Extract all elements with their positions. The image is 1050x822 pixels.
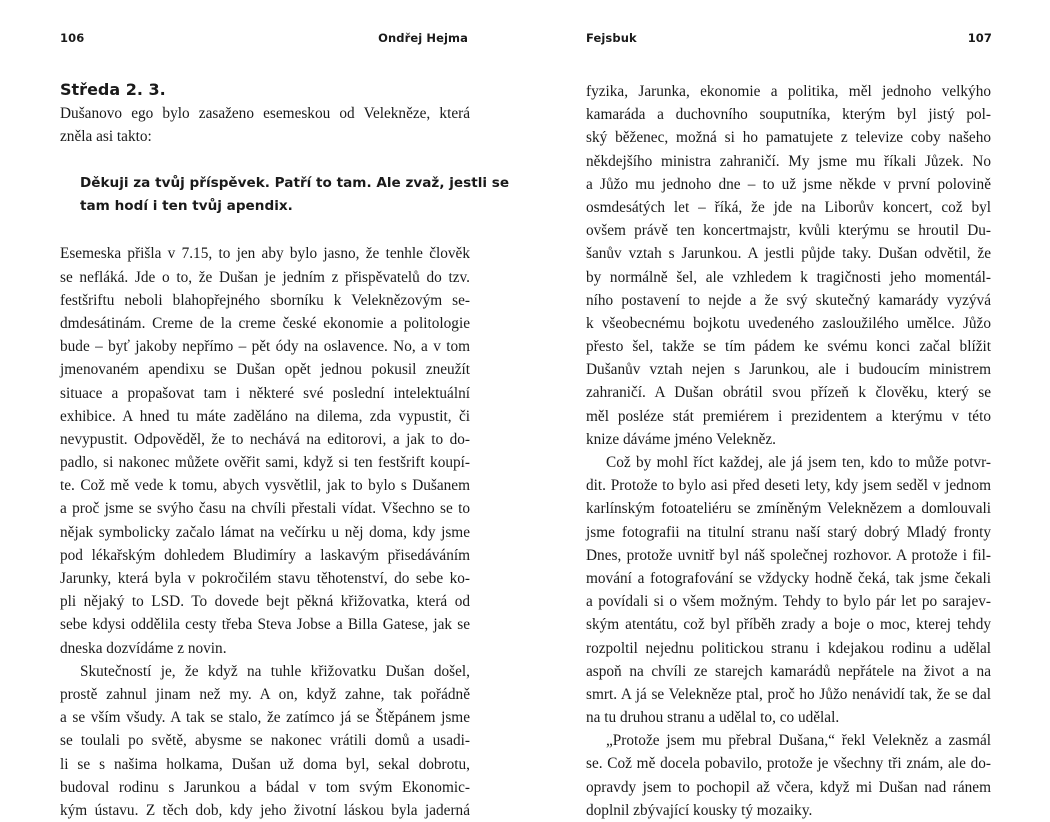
text-line: prostě zahnul jinam než my. A on, když zahne, tak pořádně [60, 685, 470, 703]
text-line: zněla asi takto: [60, 128, 152, 146]
text-line: kým ústavu. Z těch dob, kdy jeho životní láskou byla jaderná [60, 801, 470, 819]
text-line: by normálně šel, ale vzhledem k tragičnosti jeho momentál- [586, 268, 991, 286]
text-line: a se vším všudy. A tak se stalo, že zatímco já se Štěpánem jsme [60, 709, 470, 727]
paragraph [586, 80, 991, 451]
text-line: budoval rodinu s Jarunkou a bádal v tom svým Ekonomic- [60, 778, 470, 796]
text-line: nějak symbolicky začalo lámat na večírku u něj doma, kdy jsme [60, 523, 470, 541]
text-line: a Jůžo mu jednoho dne – to už jsme někde v první polovině [586, 175, 991, 193]
text-line: se toulali po světě, abysme se nakonec vrátili domů a usadi- [60, 732, 470, 750]
paragraph [60, 660, 470, 822]
text-line: exhibice. A hned tu máte zaděláno na dilema, zda vypustit, či [60, 407, 470, 425]
text-line: doplnil zbývající kousky tý mozaiky. [586, 801, 813, 819]
text-line: aspoň na chvíli ze starejch kamarádů nepřátele na život a na [586, 662, 991, 680]
left-running-title: Ondřej Hejma [378, 31, 468, 45]
text-line: k všeobecnému bojkotu uvedeného zasloužilého umělce. Jůžo [586, 314, 991, 332]
text-line: rozpoltil nejednu politickou stranu i kdejakou rodinu a udělal [586, 639, 991, 657]
text-line: Jarunky, která byla v pokročilém stavu těhotenství, do sebe ko- [60, 570, 470, 587]
text-line: bude – byť jakoby nepřímo – pět ódy na oslavence. No, a v tom [60, 338, 470, 356]
right-body-text [586, 80, 991, 822]
text-line: li se s našima holkama, Dušan už doma byl, sekal dobrotu, [60, 755, 470, 773]
text-line: nevypustit. Odpověděl, že to nechává na editorovi, a jak to do- [60, 430, 470, 448]
text-line: a proč jsme se svýho času na chvíli přestali vídat. Všechno se to [60, 500, 470, 518]
text-line: jsme fotografii na titulní stranu naší starý dobrý Mladý fronty [586, 523, 991, 541]
text-line: jmenovaném apendixu se Dušan opět jednou pokusil zneužít [60, 361, 470, 379]
text-line: na tu druhou stranu a udělal to, co udělal. [586, 709, 840, 727]
text-line: padlo, si nakonec můžete ověřit sami, když si ten festšrift koupí- [60, 454, 470, 472]
text-line: zahraničí. A Dušan obrátil svou přízeň k člověku, který se [586, 384, 991, 402]
text-line: dmdesátinám. Creme de la creme české ekonomie a politologie [60, 314, 470, 332]
text-line: „Protože jsem mu přebral Dušana,“ řekl Velekněz a zasmál [606, 732, 991, 750]
intro-paragraph [60, 102, 470, 148]
text-line: se. Což mě docela pobavilo, protože je všechny tři znám, ale do- [586, 755, 991, 773]
text-line: ským atentátu, což byl příběh zrady a boje o moc, kterej tehdy [586, 616, 991, 634]
right-page [525, 0, 1050, 819]
text-line: ovšem právě ten koncertmajstr, kvůli kterýmu se hroutil Du- [586, 222, 991, 240]
text-line: pli nějaký to LSD. To dovede bejt pěkná křižovatka, která od [60, 593, 470, 611]
right-running-title: Fejsbuk [586, 31, 637, 45]
text-line: Skutečností je, že když na tuhle křižovatku Dušan došel, [80, 662, 470, 680]
text-line: fyzika, Jarunka, ekonomie a politika, měl jednoho velkýho [586, 83, 991, 100]
text-line: pod lékařským dohledem Bludimíry a laskavým přisedáváním [60, 546, 470, 564]
text-line: opravdy jsem to pochopil až včera, když mi Dušan nad ránem [586, 778, 991, 796]
text-line: sebe kdysi oddělila cesty třeba Steva Jobse a Billa Gatese, jak se [60, 616, 470, 634]
quote-line: tam hodí i ten tvůj apendix. [80, 198, 293, 215]
text-line: Dušanovo ego bylo zasaženo esemeskou od Velekněze, která [60, 105, 470, 122]
paragraph [60, 242, 470, 659]
text-line: Což by mohl říct každej, ale já jsem ten, kdo to může potvr- [606, 454, 991, 471]
quote-line: Děkuji za tvůj příspěvek. Patří to tam. Ale zvaž, jestli se [80, 175, 510, 192]
left-body-text [60, 78, 510, 822]
text-line: Esemeska přišla v 7.15, to jen aby bylo jasno, že tenhle člověk [60, 245, 470, 263]
text-line: knize dáváme jméno Velekněz. [586, 430, 777, 448]
text-line: ního postavení to nejde a že svý skutečný kamarády vyzývá [586, 291, 991, 309]
text-line: se nefláká. Jde o to, že Dušan je jedním z přispěvatelů do tzv. [60, 268, 470, 286]
text-line: někdejšího ministra zahraničí. My jsme mu říkali Jůzek. No [586, 152, 991, 170]
text-line: Dušanův vztah nejen s Jarunkou, ale i budoucím ministrem [586, 361, 991, 379]
right-page-number: 107 [967, 31, 992, 45]
text-line: a povídali si o všem možným. Tehdy to bylo pár let po sarajev- [586, 593, 991, 611]
text-line: šanův vztah s Jarunkou. A jestli půjde taky. Dušan odvětil, že [586, 245, 991, 263]
text-line: dit. Protože to bylo asi před deseti lety, kdy jsem seděl v jednom [586, 477, 991, 495]
sms-quote [60, 172, 510, 218]
paragraph [586, 451, 991, 729]
text-line: festšriftu neboli blahopřejného sborníku k Veleknězovým se- [60, 291, 470, 309]
left-page-number: 106 [60, 31, 85, 45]
text-line: mování a fotografování se vždycky hodně čeká, tak jsme čekali [586, 569, 991, 587]
text-line: smrt. A já se Velekněze ptal, proč ho Jůžo nenávidí tak, že se dal [586, 685, 991, 703]
text-line: kamaráda a duchovního souputníka, kterým byl jistý pol- [586, 106, 991, 124]
left-page [0, 0, 525, 819]
text-line: měl posléze stát premiérem i prezidentem a kterýmu v této [586, 407, 991, 425]
paragraph [586, 729, 991, 822]
text-line: situace a propašovat tam i některé své poslední intelektuální [60, 384, 470, 402]
text-line: osmdesátých let – říká, že jde na Liborův koncert, což byl [586, 198, 991, 216]
text-line: ský běženec, možná si ho pamatujete z televize coby našeho [586, 129, 991, 147]
text-line: dneska dozvídáme z novin. [60, 639, 227, 657]
text-line: te. Což mě vede k tomu, abych vysvětlil, jak to bylo s Dušanem [60, 477, 470, 495]
text-line: Dnes, protože uvnitř byl náš společnej rozhovor. A protože i fil- [586, 546, 991, 564]
text-line: přesto šel, takže se tím pádem ke svému konci začal blížit [586, 338, 991, 356]
text-line: karlínským fotoateliéru se zmíněným Veleknězem a domlouvali [586, 500, 991, 518]
section-heading: Středa 2. 3. [60, 80, 166, 99]
